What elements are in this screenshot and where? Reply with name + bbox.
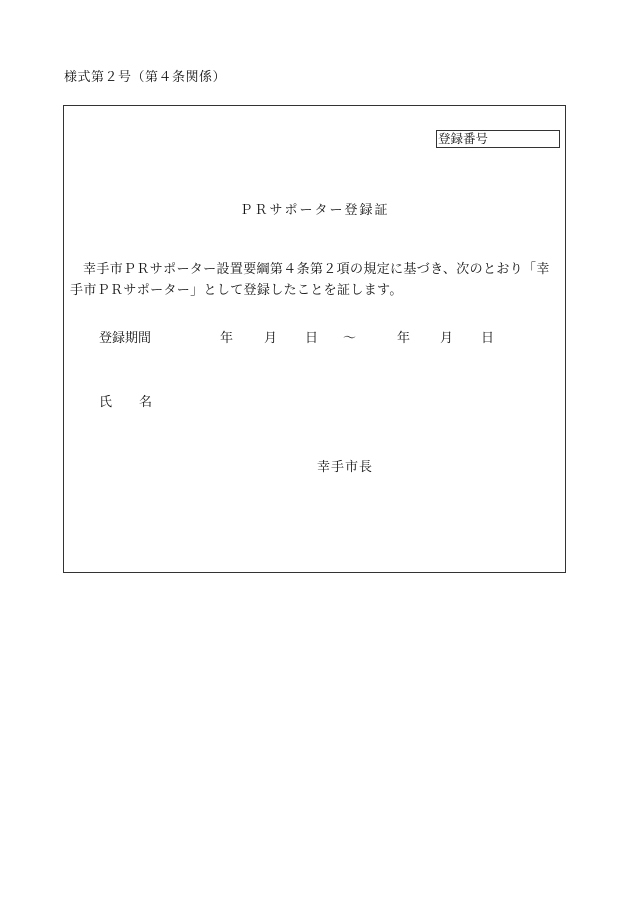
- period-start-month: 月: [264, 331, 278, 346]
- name-label-first: 氏: [99, 395, 113, 410]
- period-end-month: 月: [440, 331, 454, 346]
- name-label-second: 名: [139, 395, 153, 410]
- period-end-day: 日: [481, 331, 495, 346]
- period-separator: ～: [343, 331, 357, 346]
- form-number-label: 様式第２号（第４条関係）: [64, 70, 227, 85]
- registration-number-box: 登録番号: [436, 130, 560, 148]
- period-end-year: 年: [397, 331, 411, 346]
- certificate-body-text: 幸手市ＰＲサポーター設置要綱第４条第２項の規定に基づき、次のとおり「幸手市ＰＲサポーター」として登録したことを証します。: [70, 262, 550, 298]
- period-start-day: 日: [305, 331, 319, 346]
- period-start-year: 年: [220, 331, 234, 346]
- certificate-title: ＰＲサポーター登録証: [239, 203, 390, 218]
- certificate-frame: [63, 105, 566, 573]
- registration-period-label: 登録期間: [99, 331, 152, 346]
- issuer-title: 幸手市長: [317, 460, 374, 475]
